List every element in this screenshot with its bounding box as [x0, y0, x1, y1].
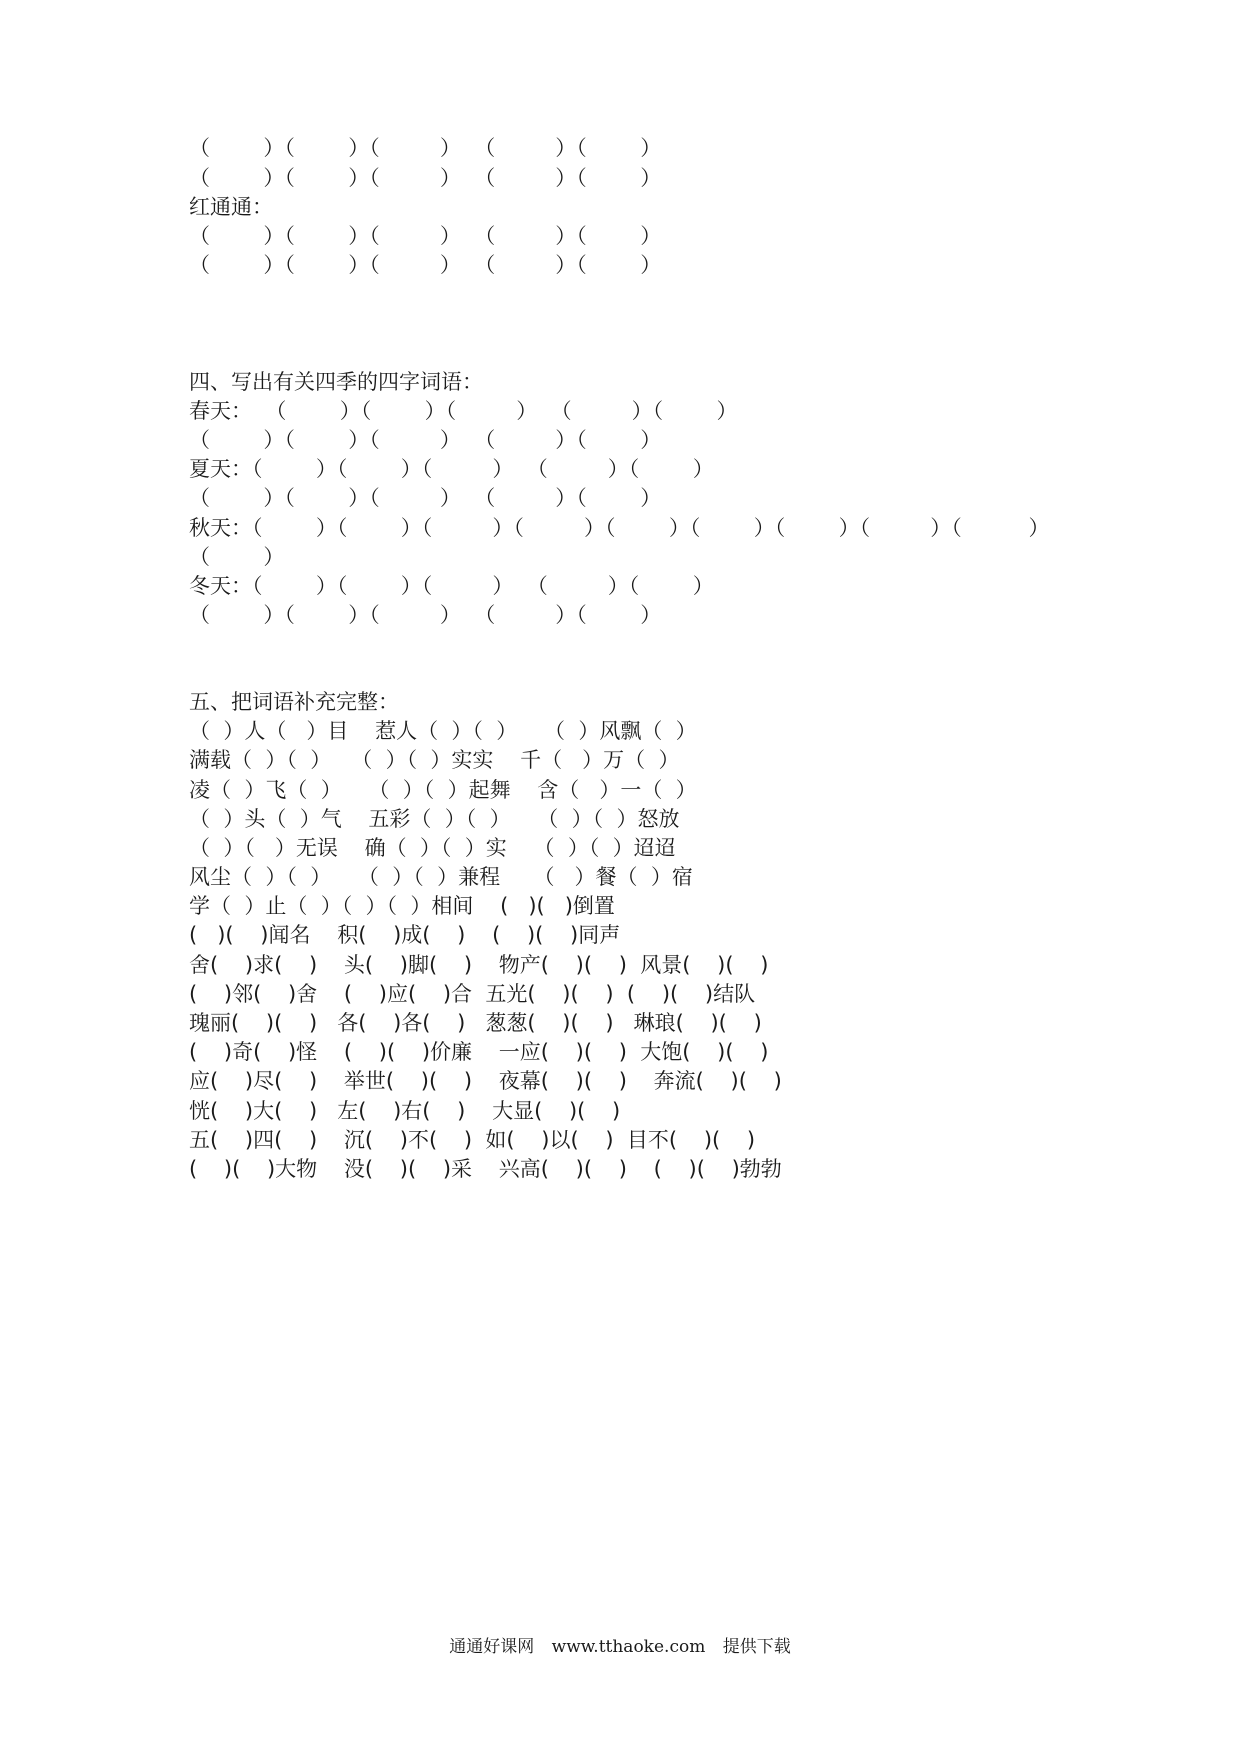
- season-line: （ ）（ ）（ ） （ ）（ ）: [189, 428, 662, 452]
- idiom-line: （ ）头（ ）气 五彩（ ）（ ） （ ）（ ）怒放: [189, 807, 680, 831]
- footer-site-name: 通通好课网: [449, 1637, 535, 1657]
- season-line: 春天： （ ）（ ）（ ） （ ）（ ）: [189, 399, 738, 423]
- season-line: 冬天：（ ）（ ）（ ） （ ）（ ）: [189, 574, 714, 598]
- idiom-line: 恍( )大( ) 左( )右( ) 大显( )( ): [189, 1099, 621, 1123]
- idiom-line: 凌（ ）飞（ ） （ ）（ ）起舞 含（ ）一（ ）: [189, 778, 697, 802]
- idiom-line: 舍( )求( ) 头( )脚( ) 物产( )( ) 风景( )( ): [189, 953, 769, 977]
- idiom-line: 瑰丽( )( ) 各( )各( ) 葱葱( )( ) 琳琅( )( ): [189, 1011, 762, 1035]
- season-line: 秋天：（ ）（ ）（ ）（ ）（ ）（ ）（ ）（ ）（ ）: [189, 516, 1050, 540]
- blank-row: （ ）（ ）（ ） （ ）（ ）: [189, 253, 662, 277]
- idiom-line: （ ）（ ）无误 确（ ）（ ）实 （ ）（ ）迢迢: [189, 836, 676, 860]
- idiom-line: 五( )四( ) 沉( )不( ) 如( )以( ) 目不( )( ): [189, 1128, 756, 1152]
- blank-row: （ ）（ ）（ ） （ ）（ ）: [189, 224, 662, 248]
- idiom-line: ( )( )闻名 积( )成( ) ( )( )同声: [189, 923, 621, 947]
- season-line: 夏天：（ ）（ ）（ ） （ ）（ ）: [189, 457, 714, 481]
- idiom-line: 应( )尽( ) 举世( )( ) 夜幕( )( ) 奔流( )( ): [189, 1069, 782, 1093]
- idiom-line: 风尘（ ）（ ） （ ）（ ）兼程 （ ）餐（ ）宿: [189, 865, 693, 889]
- word-label-hongtongtong: 红通通：: [189, 195, 273, 219]
- page-footer: [0, 1632, 1240, 1657]
- idiom-line: 学（ ）止（ ）（ ）（ ）相间 ( )( )倒置: [189, 894, 615, 918]
- idiom-line: （ ）人（ ）目 惹人（ ）（ ） （ ）风飘（ ）: [189, 719, 697, 743]
- idiom-line: ( )( )大物 没( )( )采 兴高( )( ) ( )( )勃勃: [189, 1157, 782, 1181]
- idiom-line: 满载（ ）（ ） （ ）（ ）实实 千（ ）万（ ）: [189, 748, 680, 772]
- blank-row: （ ）（ ）（ ） （ ）（ ）: [189, 166, 662, 190]
- season-line: （ ）: [189, 545, 285, 569]
- idiom-line: ( )邻( )舍 ( )应( )合 五光( )( ) ( )( )结队: [189, 982, 756, 1006]
- footer-suffix: 提供下载: [722, 1637, 791, 1657]
- idiom-line: ( )奇( )怪 ( )( )价廉 一应( )( ) 大饱( )( ): [189, 1040, 769, 1064]
- section-5-heading: 五、把词语补充完整：: [189, 690, 399, 714]
- section-4-heading: 四、写出有关四季的四字词语：: [189, 370, 483, 394]
- footer-url[interactable]: www.tthaoke.com: [551, 1637, 706, 1657]
- season-line: （ ）（ ）（ ） （ ）（ ）: [189, 603, 662, 627]
- season-line: （ ）（ ）（ ） （ ）（ ）: [189, 486, 662, 510]
- blank-row: （ ）（ ）（ ） （ ）（ ）: [189, 136, 662, 160]
